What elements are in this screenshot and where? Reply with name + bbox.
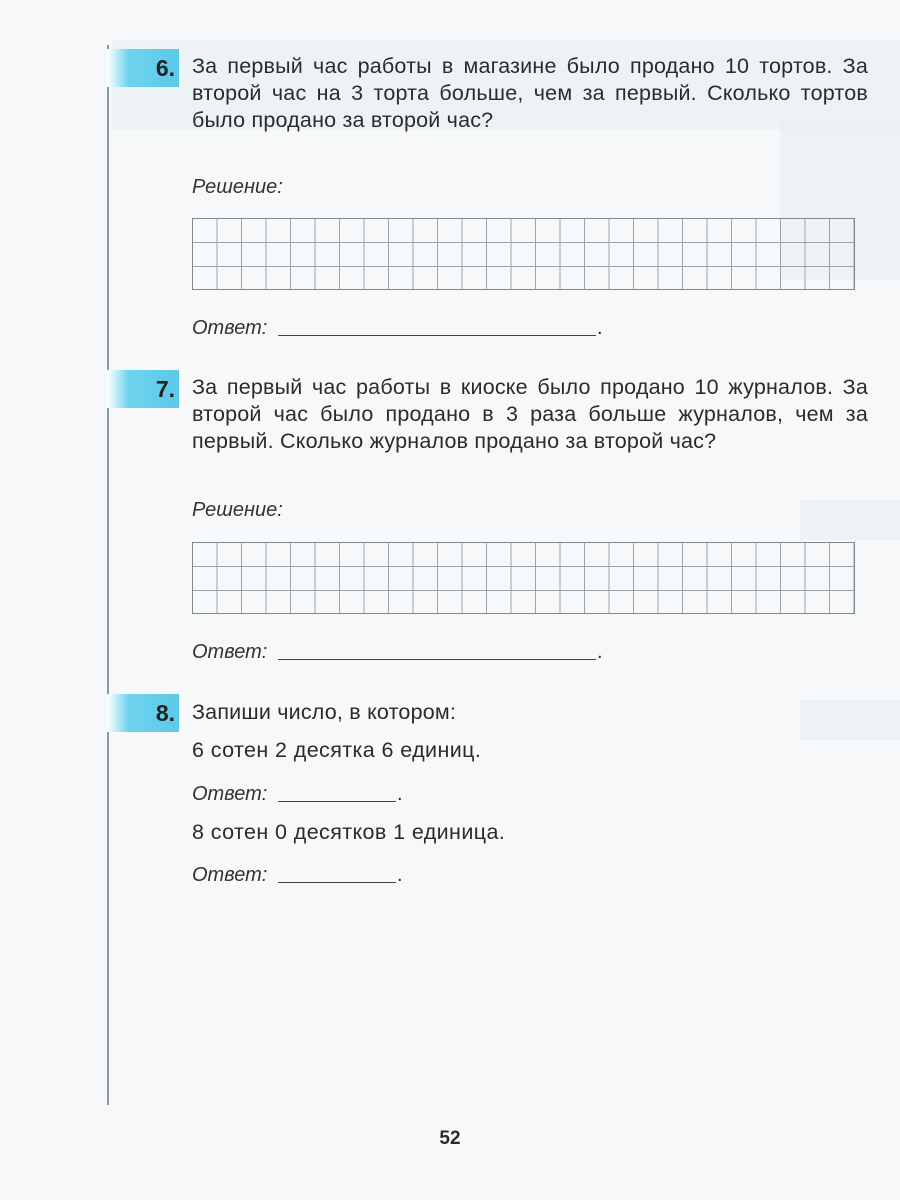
answer-label: Ответ: [192, 317, 268, 339]
part-text: 6 сотен 2 десятка 6 единиц. [192, 738, 482, 762]
answer-label: Ответ: [192, 641, 268, 663]
solution-grid[interactable] [192, 542, 855, 614]
answer-line[interactable] [278, 801, 396, 802]
solution-label: Решение: [192, 499, 283, 521]
task-number: 6. [107, 49, 179, 87]
answer-period: . [397, 783, 403, 805]
task-text: За первый час работы в магазине было продано 10 тортов. За второй час на 3 торта больше, чем за первый. Сколько тортов было продано за второй час? [192, 54, 868, 132]
task-text: Запиши число, в котором: [192, 700, 457, 724]
page-number: 52 [439, 1128, 461, 1149]
solution-grid[interactable] [192, 218, 855, 290]
margin-line [107, 45, 109, 1105]
answer-label: Ответ: [192, 864, 268, 886]
answer-period: . [597, 317, 603, 339]
task-number: 8. [107, 694, 179, 732]
task-text: За первый час работы в киоске было продано 10 журналов. За второй час было продано в 3 раза больше журналов, чем за первый. Сколько журналов продано за второй час? [192, 375, 868, 453]
answer-line[interactable] [278, 335, 596, 336]
answer-period: . [397, 864, 403, 886]
answer-line[interactable] [278, 882, 396, 883]
task-number: 7. [107, 370, 179, 408]
answer-label: Ответ: [192, 783, 268, 805]
part-text: 8 сотен 0 десятков 1 единица. [192, 820, 506, 844]
show-through [800, 500, 900, 540]
answer-line[interactable] [278, 659, 596, 660]
answer-period: . [597, 641, 603, 663]
solution-label: Решение: [192, 176, 283, 198]
